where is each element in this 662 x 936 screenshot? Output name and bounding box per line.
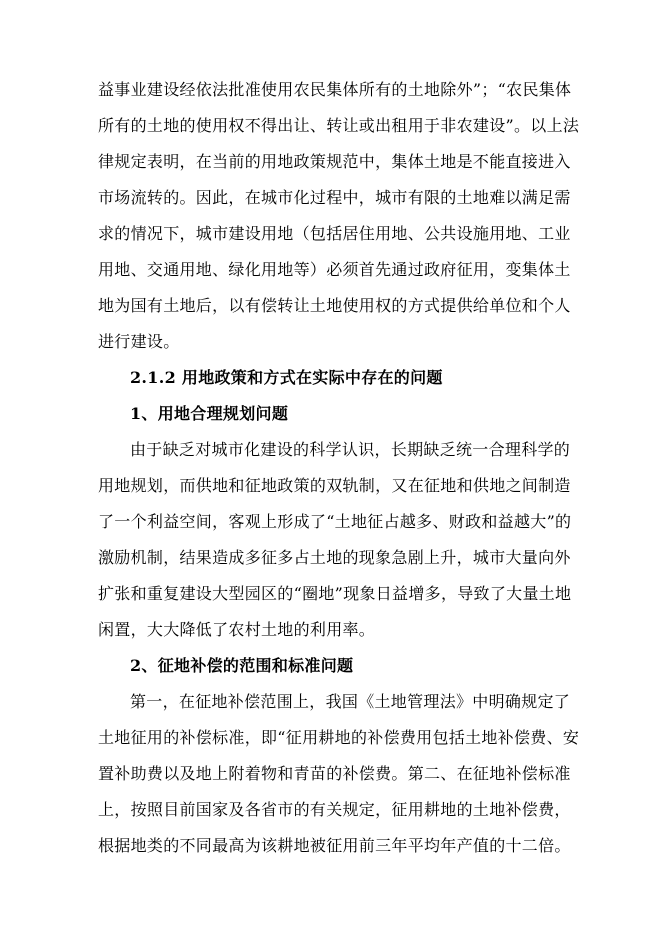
paragraph-line: 律规定表明，在当前的用地政策规范中，集体土地是不能直接进入 [98, 152, 571, 171]
paragraph-line: 用地、交通用地、绿化用地等）必须首先通过政府征用，变集体土 [98, 260, 571, 279]
paragraph-line: 土地征用的补偿标准，即“征用耕地的补偿费用包括土地补偿费、安 [98, 728, 580, 747]
paragraph-line: 求的情况下，城市建设用地（包括居住用地、公共设施用地、工业 [98, 224, 571, 243]
subsection-heading: 1、用地合理规划问题 [130, 404, 289, 423]
paragraph-line: 用地规划，而供地和征地政策的双轨制，又在征地和供地之间制造 [98, 476, 571, 495]
paragraph-line: 根据地类的不同最高为该耕地被征用前三年平均年产值的十二倍。 [98, 836, 571, 855]
subsection-heading: 2、征地补偿的范围和标准问题 [130, 656, 354, 675]
paragraph-line: 置补助费以及地上附着物和青苗的补偿费。第二、在征地补偿标准 [98, 764, 571, 783]
paragraph-line: 地为国有土地后，以有偿转让土地使用权的方式提供给单位和个人 [98, 296, 571, 315]
paragraph-line: 由于缺乏对城市化建设的科学认识，长期缺乏统一合理科学的 [130, 440, 571, 459]
paragraph-line: 上，按照目前国家及各省市的有关规定，征用耕地的土地补偿费， [98, 800, 571, 819]
paragraph-line: 扩张和重复建设大型园区的“圈地”现象日益增多，导致了大量土地 [98, 584, 572, 603]
paragraph-line: 闲置，大大降低了农村土地的利用率。 [98, 620, 376, 639]
paragraph-line: 激励机制，结果造成多征多占土地的现象急剧上升，城市大量向外 [98, 548, 571, 567]
paragraph-line: 所有的土地的使用权不得出让、转让或出租用于非农建设”。以上法 [98, 116, 580, 135]
paragraph-line: 市场流转的。因此，在城市化过程中，城市有限的土地难以满足需 [98, 188, 571, 207]
paragraph-line: 益事业建设经依法批准使用农民集体所有的土地除外”；“农民集体 [98, 80, 572, 99]
paragraph-line: 进行建设。 [98, 332, 180, 351]
section-heading: 2.1.2 用地政策和方式在实际中存在的问题 [130, 368, 443, 387]
paragraph-line: 了一个利益空间，客观上形成了“土地征占越多、财政和益越大”的 [98, 512, 572, 531]
paragraph-line: 第一，在征地补偿范围上，我国《土地管理法》中明确规定了 [130, 692, 571, 711]
document-body [98, 80, 578, 872]
